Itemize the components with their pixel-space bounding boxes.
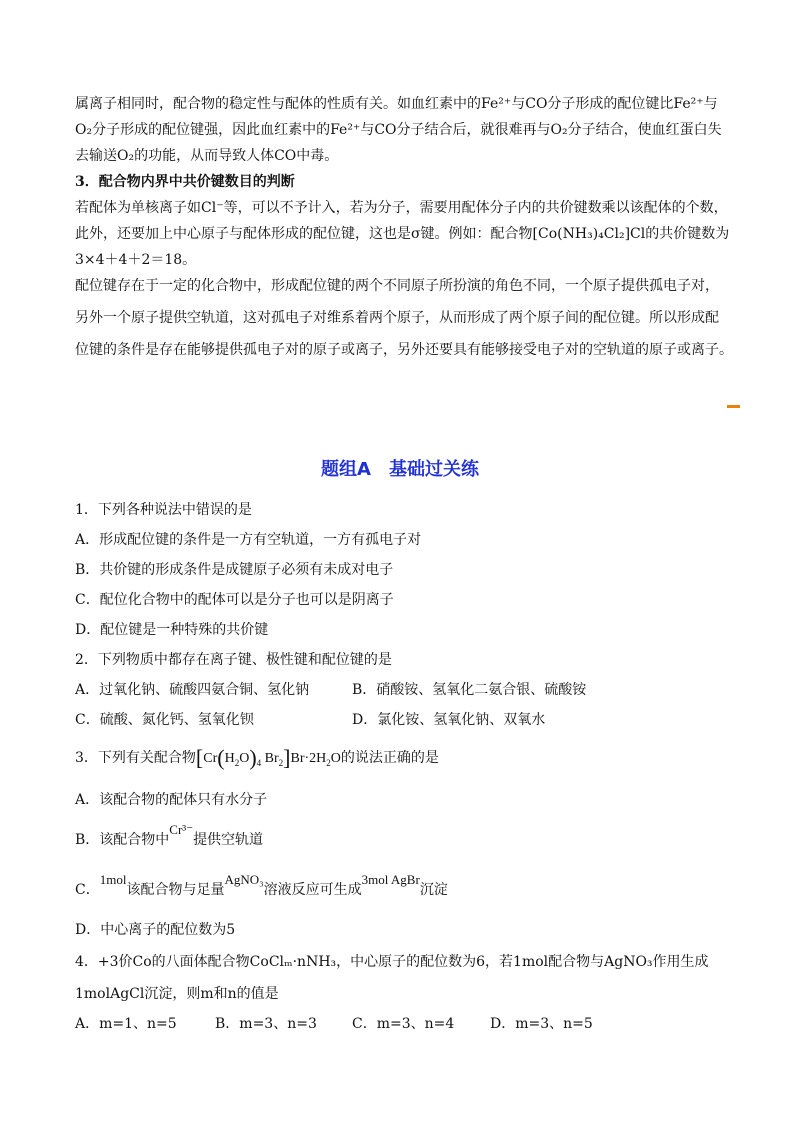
intro-line-3: 去输送O₂的功能，从而导致人体CO中毒。 (75, 148, 339, 164)
q2-option-c: C．硫酸、氮化钙、氢氧化钡 (75, 712, 254, 728)
intro-line-2: O₂分子形成的配位键强，因此血红素中的Fe²⁺与CO分子结合后，就很难再与O₂分子结合，使血红蛋白失 (75, 122, 722, 138)
q4-option-b: B．m=3、n=3 (215, 1016, 317, 1032)
q3-stem-suffix: 的说法正确的是 (340, 750, 439, 766)
q2-option-b: B．硝酸铵、氢氧化二氨合银、硫酸铵 (352, 682, 587, 698)
paragraph-line-2: 此外，还要加上中心原子与配体形成的配位键，这也是σ键。例如：配合物[Co(NH₃)₄Cl₂]Cl的共价键数为 (75, 226, 730, 242)
chromium-ion: Cr³⁻ (169, 822, 194, 837)
intro-line-1: 属离子相同时，配合物的稳定性与配体的性质有关。如血红素中的Fe²⁺与CO分子形成的配位键比Fe²⁺与 (75, 96, 718, 112)
q2-option-d: D．氯化铵、氢氧化钠、双氧水 (352, 712, 546, 728)
q4-stem-line-1: 4．+3价Co的八面体配合物CoClₘ·nNH₃，中心原子的配位数为6，若1mol配合物与AgNO₃作用生成 (75, 954, 709, 970)
q3-option-a: A．该配合物的配体只有水分子 (75, 792, 268, 808)
q3-option-c: C．1mol该配合物与足量AgNO₃溶液反应可生成3mol AgBr沉淀 (75, 872, 448, 898)
q1-option-d: D．配位键是一种特殊的共价键 (75, 622, 269, 638)
q1-option-b: B．共价键的形成条件是成键原子必须有未成对电子 (75, 562, 394, 578)
silver-nitrate-formula: AgNO₃ (224, 872, 264, 887)
subsection-heading: 3．配合物内界中共价键数目的判断 (75, 174, 295, 190)
q2-option-a: A．过氧化钠、硫酸四氨合铜、氢化钠 (75, 682, 310, 698)
q4-option-d: D．m=3、n=5 (490, 1016, 593, 1032)
q4-option-a: A．m=1、n=5 (75, 1016, 177, 1032)
paragraph-line-3: 3×4＋4＋2＝18。 (75, 252, 197, 268)
q3-stem (75, 745, 735, 773)
q3-stem-prefix: 3．下列有关配合物 (75, 750, 196, 766)
q4-stem-line-2: 1molAgCl沉淀，则m和n的值是 (75, 986, 279, 1002)
orange-dash-mark (727, 405, 740, 408)
paragraph-line-1: 若配体为单核离子如Cl⁻等，可以不予计入，若为分子，需要用配体分子内的共价键数乘以该配体的个数， (75, 200, 728, 216)
q3-option-d: D．中心离子的配位数为5 (75, 922, 236, 938)
mole-amount: 1mol (99, 872, 127, 887)
silver-bromide-amount: 3mol AgBr (361, 872, 420, 887)
q3-option-b: B．该配合物中Cr³⁻提供空轨道 (75, 822, 264, 848)
q4-option-c: C．m=3、n=4 (352, 1016, 455, 1032)
paragraph-line-4: 配位键存在于一定的化合物中，形成配位键的两个不同原子所扮演的角色不同，一个原子提供孤电子对， (75, 278, 719, 294)
complex-formula: [$Cr(H_2O)_4$ $Br_2]Br\cdot 2H_2O$ (195, 745, 341, 770)
section-title: 题组A 基础过关练 (321, 459, 479, 480)
q1-option-c: C．配位化合物中的配体可以是分子也可以是阴离子 (75, 592, 394, 608)
paragraph-line-5: 另外一个原子提供空轨道，这对孤电子对维系着两个原子，从而形成了两个原子间的配位键。所以形成配 (75, 310, 719, 326)
paragraph-line-6: 位键的条件是存在能够提供孤电子对的原子或离子，另外还要具有能够接受电子对的空轨道的原子或离子。 (75, 342, 733, 358)
q1-stem: 1．下列各种说法中错误的是 (75, 502, 252, 518)
q1-option-a: A．形成配位键的条件是一方有空轨道，一方有孤电子对 (75, 532, 422, 548)
q2-stem: 2．下列物质中都存在离子键、极性键和配位键的是 (75, 652, 392, 668)
